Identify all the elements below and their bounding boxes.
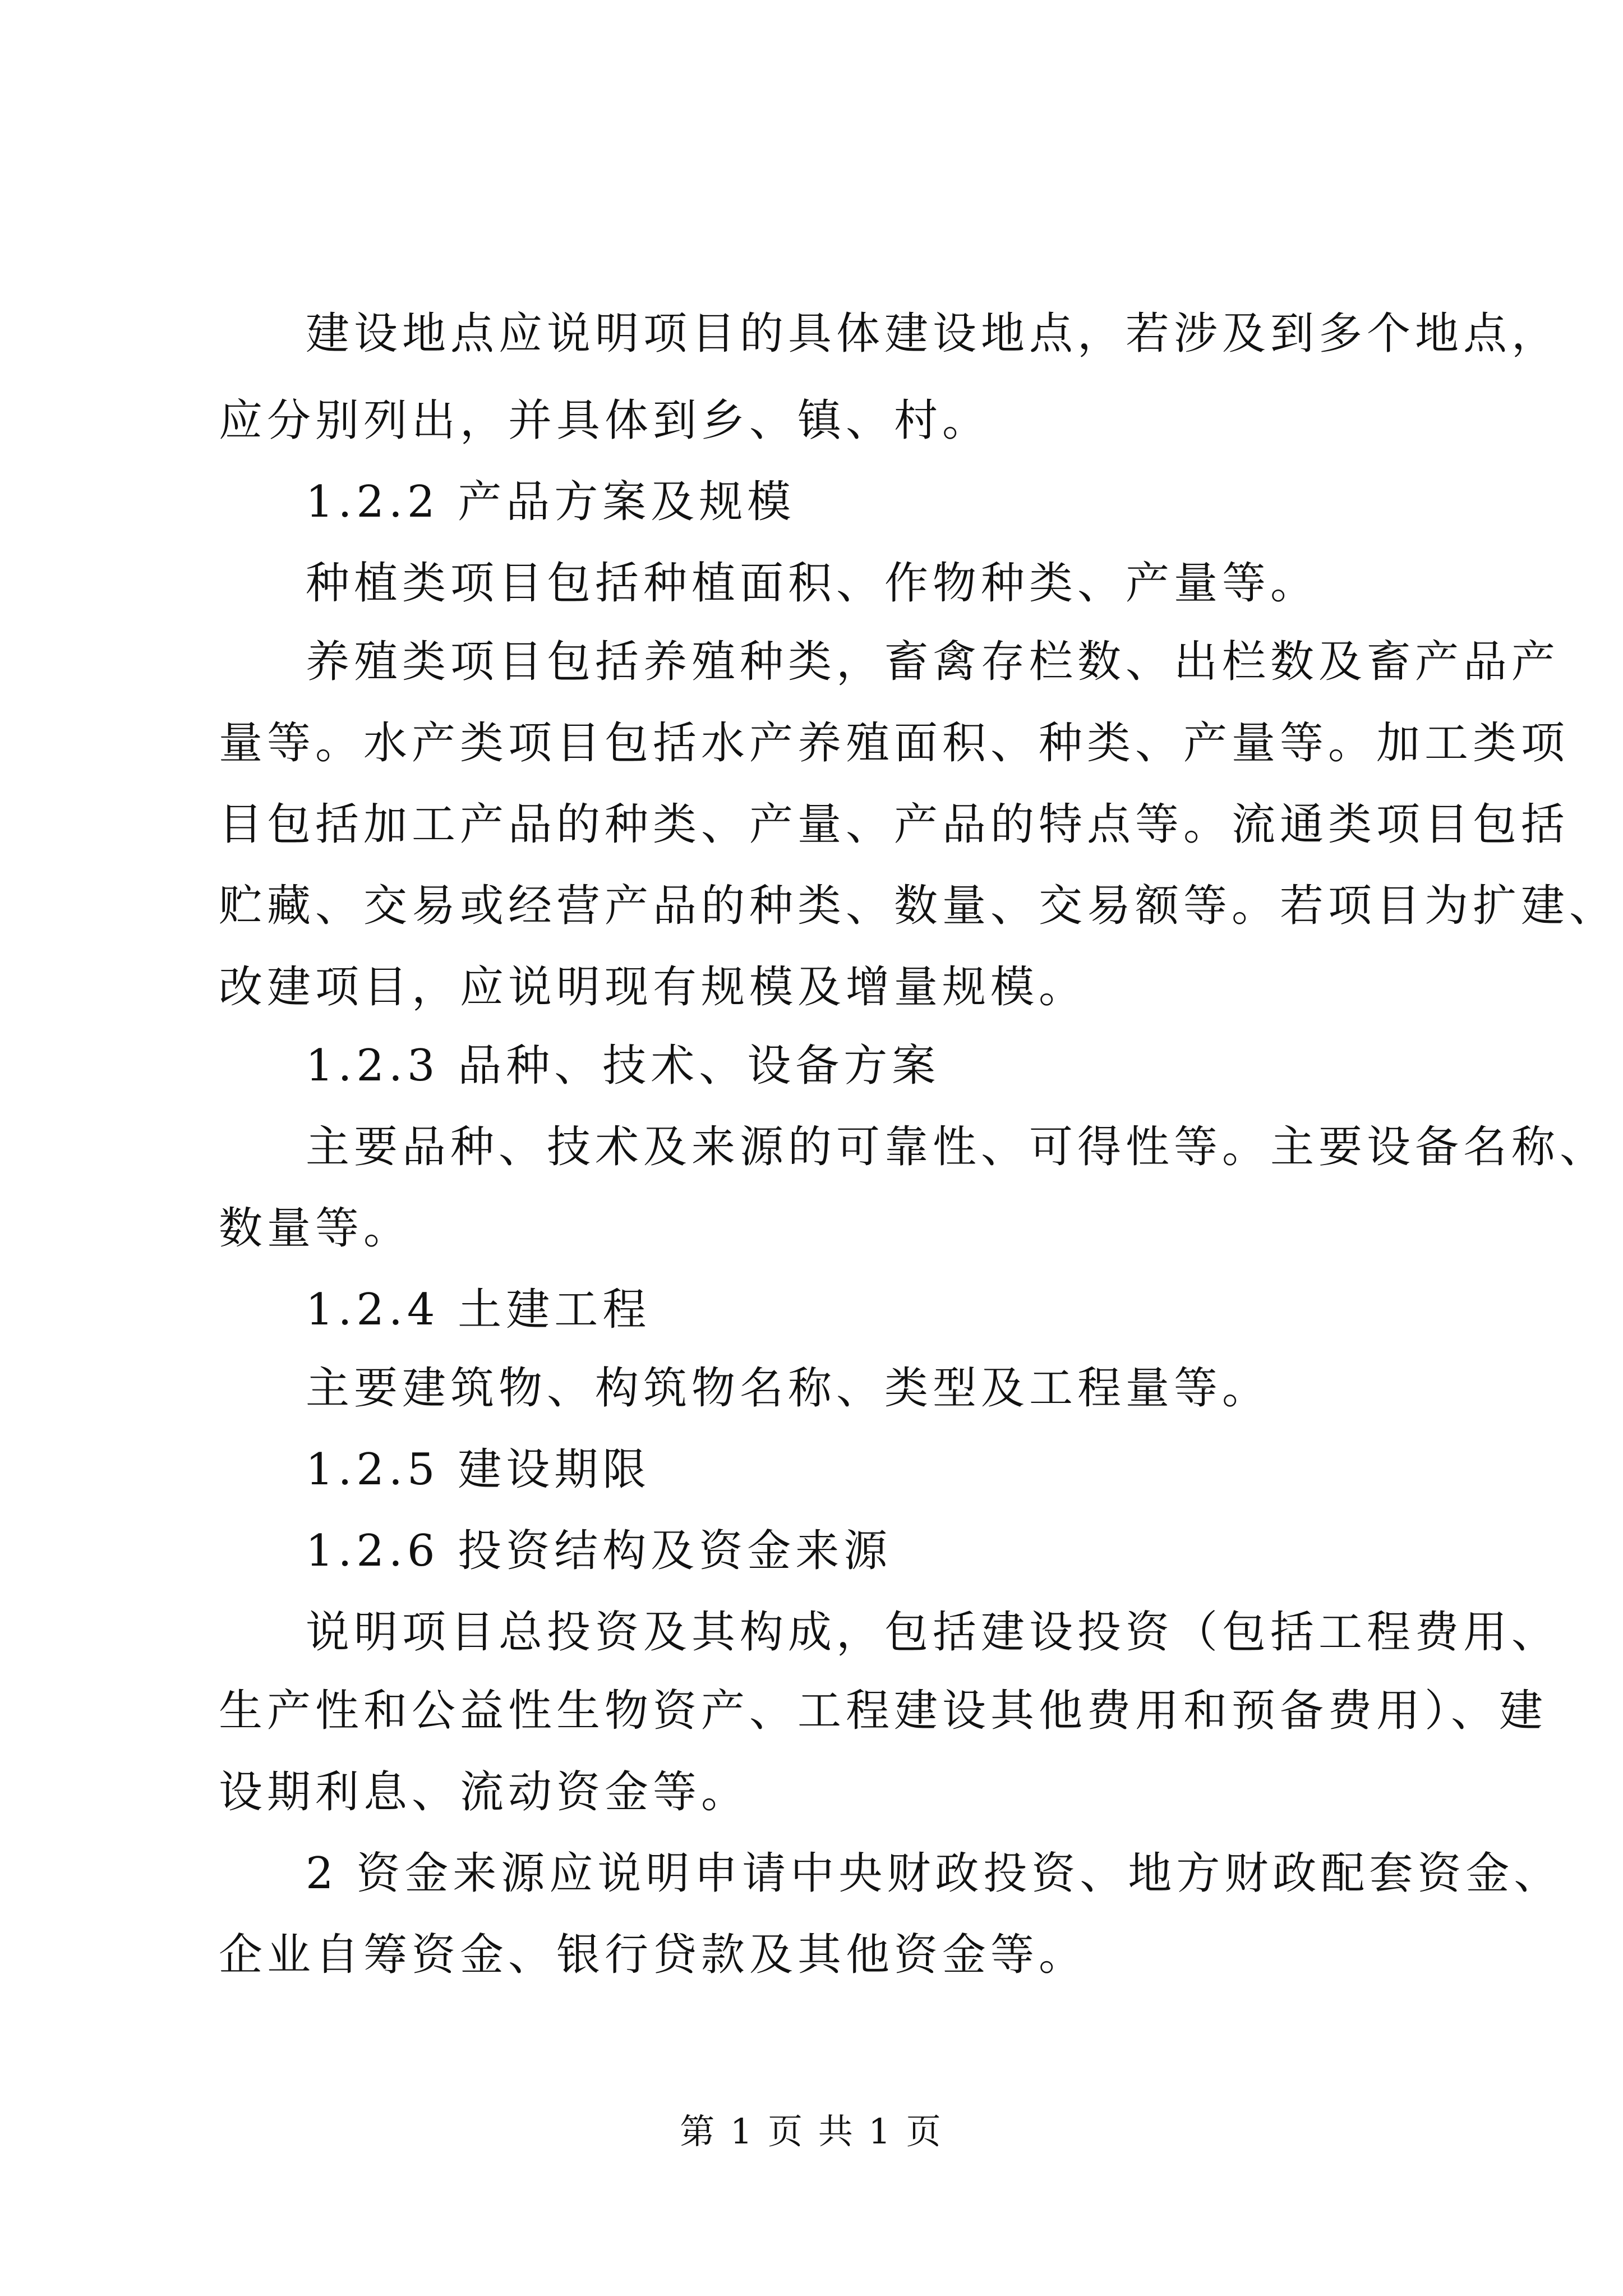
section-heading: 1.2.6 投资结构及资金来源 xyxy=(306,1526,892,1576)
text-line: 说明项目总投资及其构成，包括建设投资（包括工程费用、 xyxy=(306,1607,1560,1658)
text-line: 建设地点应说明项目的具体建设地点，若涉及到多个地点， xyxy=(306,309,1560,359)
text-line: 量等。水产类项目包括水产养殖面积、种类、产量等。加工类项 xyxy=(219,718,1570,769)
text-line: 2 资金来源应说明申请中央财政投资、地方财政配套资金、 xyxy=(306,1848,1562,1899)
text-line: 改建项目，应说明现有规模及增量规模。 xyxy=(219,962,1087,1013)
section-heading: 1.2.5 建设期限 xyxy=(306,1444,651,1495)
text-line: 主要建筑物、构筑物名称、类型及工程量等。 xyxy=(306,1363,1271,1414)
text-line: 贮藏、交易或经营产品的种类、数量、交易额等。若项目为扩建、 xyxy=(219,881,1618,931)
text-line: 设期利息、流动资金等。 xyxy=(219,1767,750,1818)
text-line: 应分别列出，并具体到乡、镇、村。 xyxy=(219,395,991,446)
page-footer: 第 1 页 共 1 页 xyxy=(680,2111,943,2152)
section-heading: 1.2.2 产品方案及规模 xyxy=(306,477,796,527)
section-heading: 1.2.3 品种、技术、设备方案 xyxy=(306,1041,940,1091)
section-heading: 1.2.4 土建工程 xyxy=(306,1285,651,1335)
text-line: 种植类项目包括种植面积、作物种类、产量等。 xyxy=(306,558,1319,609)
text-line: 主要品种、技术及来源的可靠性、可得性等。主要设备名称、 xyxy=(306,1122,1608,1172)
text-line: 数量等。 xyxy=(219,1203,412,1254)
text-line: 生产性和公益性生物资产、工程建设其他费用和预备费用）、建 xyxy=(219,1686,1548,1736)
text-line: 目包括加工产品的种类、产量、产品的特点等。流通类项目包括 xyxy=(219,799,1570,850)
text-line: 养殖类项目包括养殖种类，畜禽存栏数、出栏数及畜产品产 xyxy=(306,637,1560,687)
text-line: 企业自筹资金、银行贷款及其他资金等。 xyxy=(219,1930,1087,1980)
